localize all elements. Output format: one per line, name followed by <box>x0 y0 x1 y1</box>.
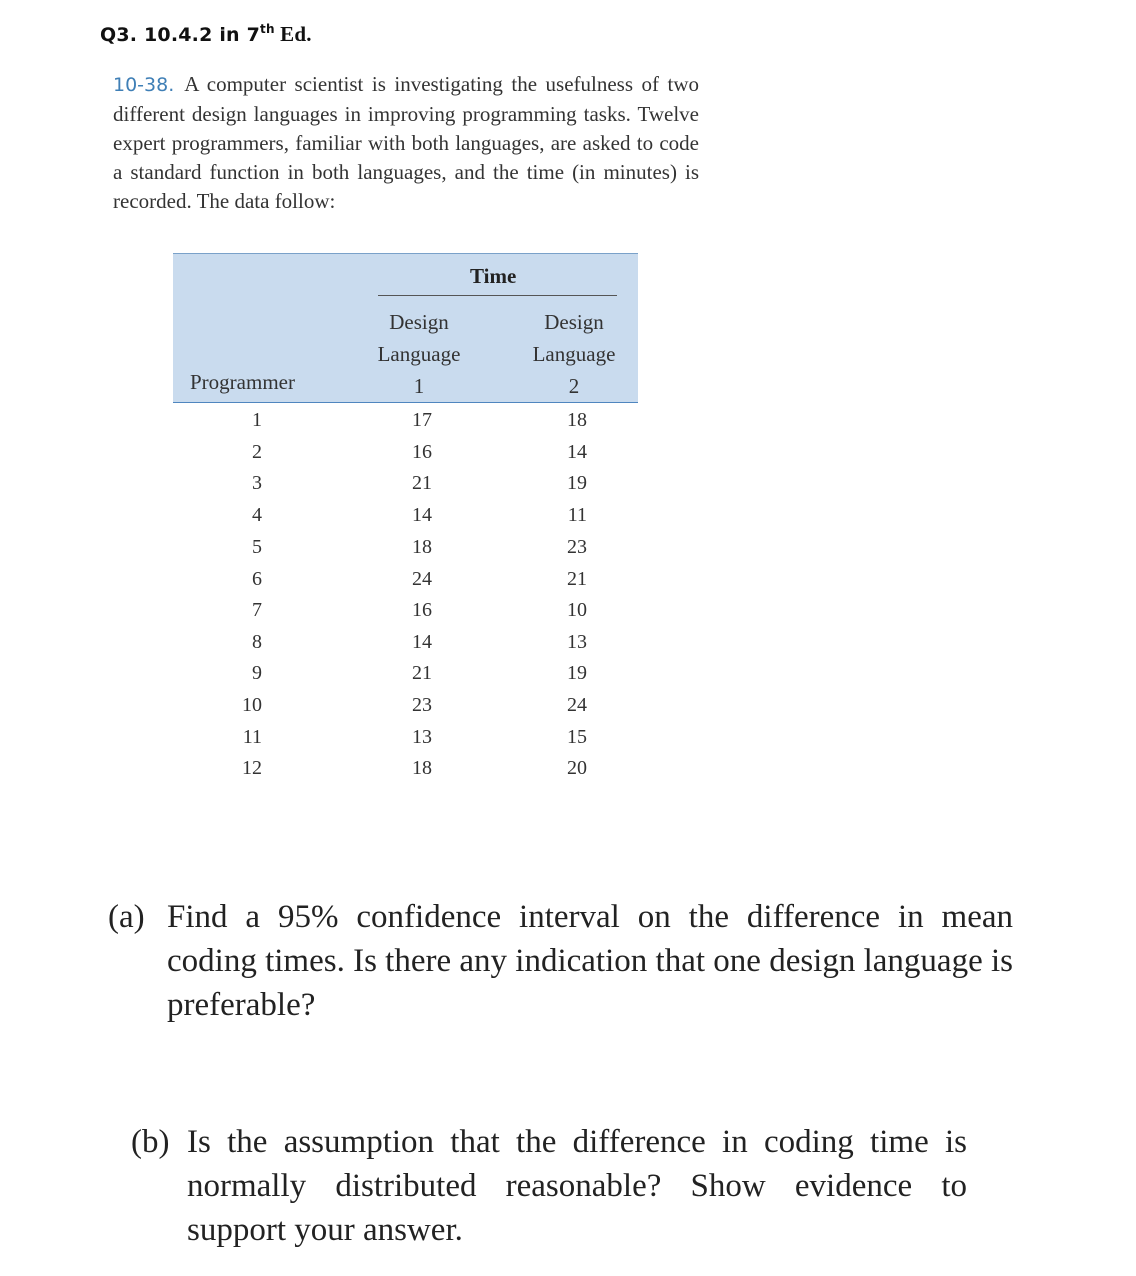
part-b-text: Is the assumption that the difference in coding time is normally distributed reasonable? Show evidence to support your answer. <box>187 1124 967 1248</box>
language-1-cell: 14 <box>412 631 432 653</box>
language-2-cell: 23 <box>567 536 587 558</box>
language-1-cell: 18 <box>412 536 432 558</box>
language-2-cell: 15 <box>567 726 587 748</box>
header-line: Language <box>377 342 461 366</box>
header-line: Design <box>544 310 604 334</box>
part-a <box>108 895 1013 1035</box>
language-2-cell: 13 <box>567 631 587 653</box>
language-2-cell: 20 <box>567 757 587 779</box>
header-line: Design <box>389 310 449 334</box>
programmer-header: Programmer <box>190 370 295 394</box>
question-heading <box>100 22 312 47</box>
language-1-cell: 16 <box>412 599 432 621</box>
language-1-cell: 21 <box>412 662 432 684</box>
language-1-cell: 24 <box>412 568 432 590</box>
language-1-cell: 16 <box>412 441 432 463</box>
programmer-cell: 9 <box>252 662 262 684</box>
programmer-cell: 4 <box>252 504 262 526</box>
programmer-cell: 8 <box>252 631 262 653</box>
problem-statement <box>113 70 699 216</box>
programmer-cell: 6 <box>252 568 262 590</box>
language-2-cell: 24 <box>567 694 587 716</box>
language-2-cell: 14 <box>567 441 587 463</box>
language-1-cell: 23 <box>412 694 432 716</box>
problem-number: 10-38. <box>113 74 175 96</box>
programmer-cell: 2 <box>252 441 262 463</box>
time-group-header: Time <box>470 264 517 288</box>
language-1-cell: 13 <box>412 726 432 748</box>
problem-text: A computer scientist is investigating the usefulness of two different design languages in improving programming tasks. Twelve expert programmers, familiar with both languages, are asked to code a standard function in both languages, and the time (in minutes) is recorded. The data follow: <box>113 72 699 213</box>
header-line: 1 <box>413 374 425 398</box>
design-language-1-header <box>355 306 483 402</box>
part-b <box>131 1120 971 1260</box>
part-a-text: Find a 95% confidence interval on the difference in mean coding times. Is there any indication that one design language is preferable? <box>167 899 1013 1023</box>
language-1-cell: 21 <box>412 472 432 494</box>
programmer-cell: 1 <box>252 409 262 431</box>
heading-superscript: th <box>260 22 275 36</box>
part-a-label: (a) <box>108 899 145 935</box>
programmer-cell: 12 <box>242 757 262 779</box>
language-1-cell: 18 <box>412 757 432 779</box>
programmer-cell: 3 <box>252 472 262 494</box>
heading-suffix: Ed. <box>274 22 312 46</box>
design-language-2-header <box>510 306 638 402</box>
part-b-label: (b) <box>131 1124 170 1160</box>
programmer-cell: 7 <box>252 599 262 621</box>
header-line: 2 <box>568 374 580 398</box>
time-group-rule <box>378 295 617 296</box>
language-2-cell: 19 <box>567 472 587 494</box>
language-1-cell: 14 <box>412 504 432 526</box>
language-2-cell: 10 <box>567 599 587 621</box>
heading-prefix: Q3. 10.4.2 in 7 <box>100 24 261 46</box>
programmer-cell: 10 <box>242 694 262 716</box>
language-2-cell: 18 <box>567 409 587 431</box>
language-2-cell: 11 <box>567 504 587 526</box>
programmer-cell: 5 <box>252 536 262 558</box>
programmer-cell: 11 <box>242 726 262 748</box>
language-2-cell: 21 <box>567 568 587 590</box>
language-1-cell: 17 <box>412 409 432 431</box>
header-line: Language <box>532 342 616 366</box>
language-2-cell: 19 <box>567 662 587 684</box>
